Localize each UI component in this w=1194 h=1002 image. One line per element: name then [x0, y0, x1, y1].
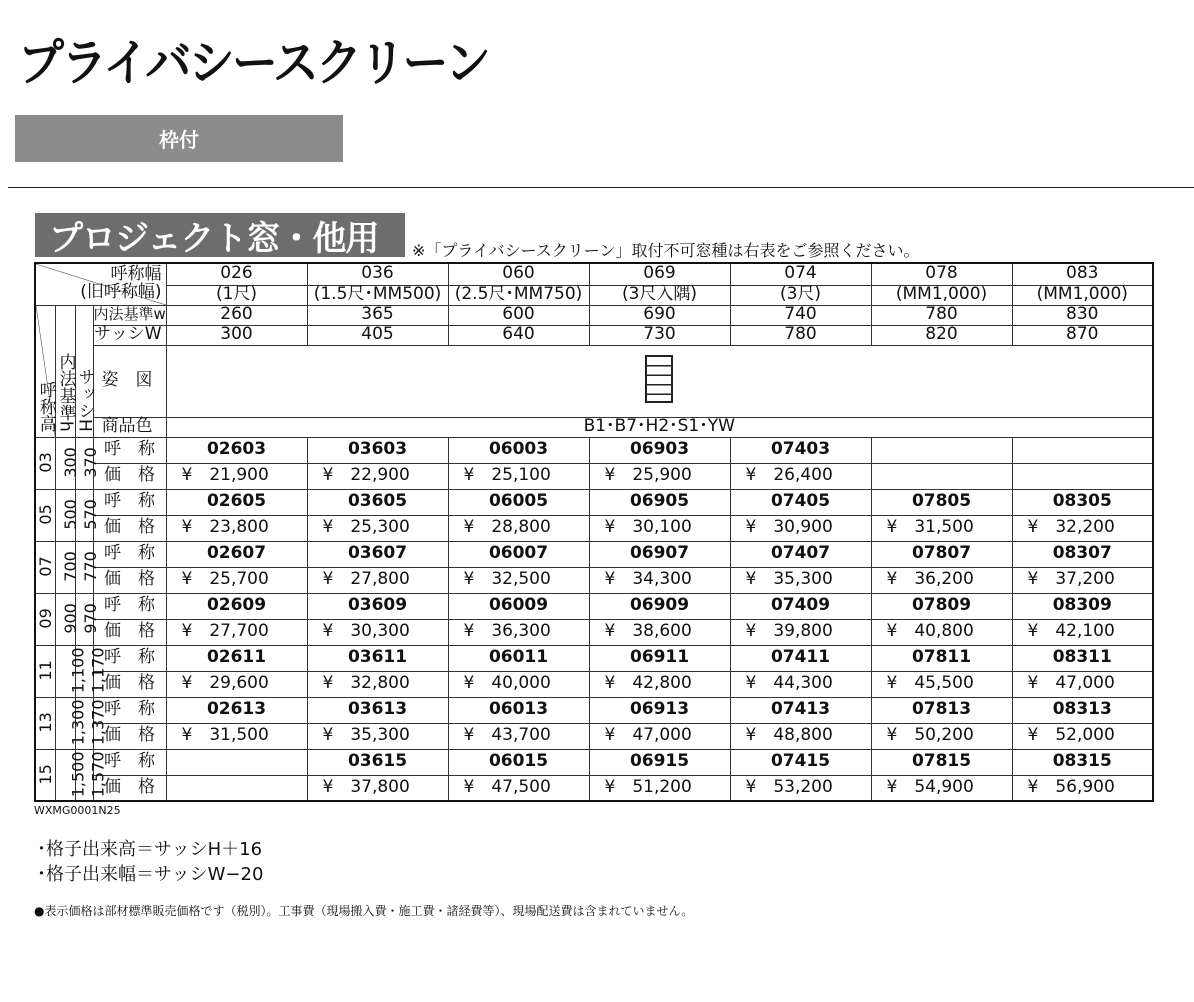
price: ¥ 30,100 [589, 515, 730, 541]
product-code: 06009 [448, 593, 589, 619]
product-code: 07413 [730, 697, 871, 723]
sash-h-text: 770 [80, 551, 100, 582]
inner-h-text: 500 [60, 499, 80, 530]
label-old-nominal-width: (旧呼称幅) [80, 282, 162, 303]
product-code: 06015 [448, 749, 589, 775]
inner-h-text: 900 [60, 603, 80, 634]
price: ¥ 36,200 [871, 567, 1012, 593]
product-code: 02611 [166, 645, 307, 671]
product-code: 07403 [730, 437, 871, 463]
inner-w-value: 690 [589, 305, 730, 325]
label-row-price: 価 格 [93, 723, 166, 749]
product-code: 02607 [166, 541, 307, 567]
price: ¥ 27,700 [166, 619, 307, 645]
inner-h-value [55, 541, 80, 593]
label-row-code: 呼 称 [93, 541, 166, 567]
old-width-name: (1尺) [166, 285, 307, 305]
product-code: 03607 [307, 541, 448, 567]
height-code [35, 541, 55, 593]
inner-h-text: 1,300 [68, 699, 88, 746]
product-code: 06907 [589, 541, 730, 567]
inner-h-value [55, 593, 80, 645]
inner-h-text: 300 [60, 447, 80, 478]
figure-cell [166, 345, 1153, 417]
price: ¥ 25,700 [166, 567, 307, 593]
product-code: 07411 [730, 645, 871, 671]
label-row-code: 呼 称 [93, 593, 166, 619]
label-figure: 姿 図 [93, 345, 166, 417]
label-color: 商品色 [93, 417, 166, 437]
price: ¥ 23,800 [166, 515, 307, 541]
label-nominal-height-text: 呼称高 [35, 380, 56, 432]
width-code: 036 [307, 263, 448, 285]
product-code: 08305 [1012, 489, 1153, 515]
price: ¥ 54,900 [871, 775, 1012, 801]
price: ¥ 44,300 [730, 671, 871, 697]
price: ¥ 30,300 [307, 619, 448, 645]
section-title: プロジェクト窓・他用 [35, 213, 405, 257]
product-code: 07415 [730, 749, 871, 775]
document-code: WXMG0001N25 [34, 804, 121, 817]
price: ¥ 53,200 [730, 775, 871, 801]
top-note: ※「プライバシースクリーン」取付不可窓種は右表をご参照ください。 [412, 241, 920, 260]
product-code: 06005 [448, 489, 589, 515]
page-title: プライバシースクリーン [18, 34, 489, 92]
inner-h-text: 700 [60, 551, 80, 582]
price: ¥ 36,300 [448, 619, 589, 645]
width-code: 083 [1012, 263, 1153, 285]
label-inner-h [55, 305, 75, 437]
old-width-name: (2.5尺･MM750) [448, 285, 589, 305]
product-code: 07811 [871, 645, 1012, 671]
inner-h-value [55, 645, 88, 697]
product-code: 06905 [589, 489, 730, 515]
label-row-code: 呼 称 [93, 437, 166, 463]
product-code: 02613 [166, 697, 307, 723]
price: ¥ 39,800 [730, 619, 871, 645]
height-code-text: 13 [35, 712, 55, 733]
price: ¥ 45,500 [871, 671, 1012, 697]
height-code-text: 15 [35, 764, 55, 785]
header-nominal-width-label [35, 263, 166, 305]
price: ¥ 42,100 [1012, 619, 1153, 645]
price: ¥ 56,900 [1012, 775, 1153, 801]
price: ¥ 31,500 [166, 723, 307, 749]
price: ¥ 22,900 [307, 463, 448, 489]
product-code: 02605 [166, 489, 307, 515]
sash-h-text: 1,370 [88, 699, 108, 746]
width-code: 060 [448, 263, 589, 285]
price: ¥ 25,300 [307, 515, 448, 541]
product-code [871, 437, 1012, 463]
old-width-name: (1.5尺･MM500) [307, 285, 448, 305]
label-row-code: 呼 称 [93, 489, 166, 515]
product-code [1012, 437, 1153, 463]
price: ¥ 47,000 [589, 723, 730, 749]
product-code: 08315 [1012, 749, 1153, 775]
sash-w-value: 640 [448, 325, 589, 345]
old-width-name: (MM1,000) [871, 285, 1012, 305]
product-code: 02609 [166, 593, 307, 619]
product-code: 06013 [448, 697, 589, 723]
price: ¥ 32,800 [307, 671, 448, 697]
height-code-text: 05 [35, 504, 55, 525]
label-row-price: 価 格 [93, 619, 166, 645]
inner-h-value [55, 437, 80, 489]
product-code: 06909 [589, 593, 730, 619]
sash-h-text: 570 [80, 499, 100, 530]
label-inner-w: 内法基準w [93, 305, 166, 324]
inner-h-value [55, 489, 80, 541]
height-code [35, 489, 55, 541]
sash-h-text: 1,170 [88, 647, 108, 694]
price: ¥ 47,500 [448, 775, 589, 801]
price: ¥ 38,600 [589, 619, 730, 645]
price: ¥ 40,800 [871, 619, 1012, 645]
price: ¥ 42,800 [589, 671, 730, 697]
inner-w-value: 830 [1012, 305, 1153, 325]
label-row-code: 呼 称 [93, 645, 166, 671]
product-code: 06911 [589, 645, 730, 671]
old-width-name: (3尺入隅) [589, 285, 730, 305]
height-code [35, 437, 55, 489]
product-code: 06903 [589, 437, 730, 463]
product-code: 07815 [871, 749, 1012, 775]
product-code: 06913 [589, 697, 730, 723]
label-row-price: 価 格 [93, 463, 166, 489]
sash-h-text: 370 [80, 447, 100, 478]
label-row-price: 価 格 [93, 567, 166, 593]
label-row-code: 呼 称 [93, 749, 166, 775]
product-code: 08313 [1012, 697, 1153, 723]
label-sash-h-text: サッシH [74, 367, 95, 432]
sash-w-value: 405 [307, 325, 448, 345]
height-code-text: 09 [35, 608, 55, 629]
product-code: 08311 [1012, 645, 1153, 671]
product-code: 07409 [730, 593, 871, 619]
label-row-price: 価 格 [93, 775, 166, 801]
width-code: 026 [166, 263, 307, 285]
price: ¥ 48,800 [730, 723, 871, 749]
product-code: 03603 [307, 437, 448, 463]
price: ¥ 32,500 [448, 567, 589, 593]
sash-w-value: 730 [589, 325, 730, 345]
old-width-name: (3尺) [730, 285, 871, 305]
inner-h-text: 1,100 [68, 647, 88, 694]
product-code: 06003 [448, 437, 589, 463]
price: ¥ 25,900 [589, 463, 730, 489]
product-code: 03609 [307, 593, 448, 619]
height-code [35, 593, 55, 645]
width-code: 074 [730, 263, 871, 285]
price: ¥ 52,000 [1012, 723, 1153, 749]
inner-w-value: 740 [730, 305, 871, 325]
product-code: 07807 [871, 541, 1012, 567]
product-code: 07405 [730, 489, 871, 515]
label-row-price: 価 格 [93, 671, 166, 697]
product-code: 07805 [871, 489, 1012, 515]
price [871, 463, 1012, 489]
product-code: 03615 [307, 749, 448, 775]
height-code [35, 749, 55, 801]
label-nominal-height [35, 305, 55, 437]
frame-type-badge: 枠付 [15, 115, 343, 162]
width-code: 069 [589, 263, 730, 285]
sash-w-value: 780 [730, 325, 871, 345]
price [1012, 463, 1153, 489]
price: ¥ 30,900 [730, 515, 871, 541]
sash-w-value: 820 [871, 325, 1012, 345]
inner-h-value [55, 697, 88, 749]
inner-w-value: 780 [871, 305, 1012, 325]
price: ¥ 35,300 [730, 567, 871, 593]
price: ¥ 35,300 [307, 723, 448, 749]
price-table [34, 262, 1154, 802]
price: ¥ 21,900 [166, 463, 307, 489]
product-code: 06011 [448, 645, 589, 671]
product-code: 03613 [307, 697, 448, 723]
height-code-text: 11 [35, 660, 55, 681]
price: ¥ 27,800 [307, 567, 448, 593]
divider [8, 187, 1194, 188]
height-code-text: 03 [35, 452, 55, 473]
footnote-height: ･格子出来高＝サッシH＋16 [37, 839, 263, 860]
price: ¥ 26,400 [730, 463, 871, 489]
inner-h-value [55, 749, 88, 801]
height-code [35, 645, 55, 697]
product-code [166, 749, 307, 775]
price: ¥ 32,200 [1012, 515, 1153, 541]
screen-figure-icon [645, 355, 673, 403]
footnote-width: ･格子出来幅＝サッシW−20 [37, 864, 264, 885]
product-code: 06007 [448, 541, 589, 567]
price: ¥ 29,600 [166, 671, 307, 697]
price: ¥ 47,000 [1012, 671, 1153, 697]
width-code: 078 [871, 263, 1012, 285]
product-code: 03605 [307, 489, 448, 515]
inner-w-value: 600 [448, 305, 589, 325]
old-width-name: (MM1,000) [1012, 285, 1153, 305]
price: ¥ 31,500 [871, 515, 1012, 541]
price: ¥ 34,300 [589, 567, 730, 593]
product-code: 07407 [730, 541, 871, 567]
price: ¥ 25,100 [448, 463, 589, 489]
product-code: 06915 [589, 749, 730, 775]
color-values: B1･B7･H2･S1･YW [166, 417, 1153, 437]
inner-w-value: 260 [166, 305, 307, 325]
price: ¥ 43,700 [448, 723, 589, 749]
sash-h-text: 970 [80, 603, 100, 634]
product-code: 03611 [307, 645, 448, 671]
price [166, 775, 307, 801]
price: ¥ 37,800 [307, 775, 448, 801]
height-code [35, 697, 55, 749]
product-code: 08307 [1012, 541, 1153, 567]
footnote-price: ●表示価格は部材標準販売価格です（税別）。工事費（現場搬入費・施工費・諸経費等）、現場配送費は含まれていません。 [34, 904, 694, 918]
label-sash-w: サッシW [93, 325, 166, 345]
label-nominal-width: 呼称幅 [110, 264, 162, 285]
product-code: 02603 [166, 437, 307, 463]
label-row-price: 価 格 [93, 515, 166, 541]
product-code: 07813 [871, 697, 1012, 723]
price: ¥ 50,200 [871, 723, 1012, 749]
product-code: 08309 [1012, 593, 1153, 619]
price: ¥ 37,200 [1012, 567, 1153, 593]
inner-w-value: 365 [307, 305, 448, 325]
inner-h-text: 1,500 [68, 751, 88, 798]
price: ¥ 40,000 [448, 671, 589, 697]
label-inner-h-text: 内法基準h [55, 352, 76, 432]
label-row-code: 呼 称 [93, 697, 166, 723]
sash-h-text: 1,570 [88, 751, 108, 798]
label-sash-h [75, 305, 93, 437]
price: ¥ 51,200 [589, 775, 730, 801]
height-code-text: 07 [35, 556, 55, 577]
sash-w-value: 300 [166, 325, 307, 345]
sash-w-value: 870 [1012, 325, 1153, 345]
product-code: 07809 [871, 593, 1012, 619]
price: ¥ 28,800 [448, 515, 589, 541]
